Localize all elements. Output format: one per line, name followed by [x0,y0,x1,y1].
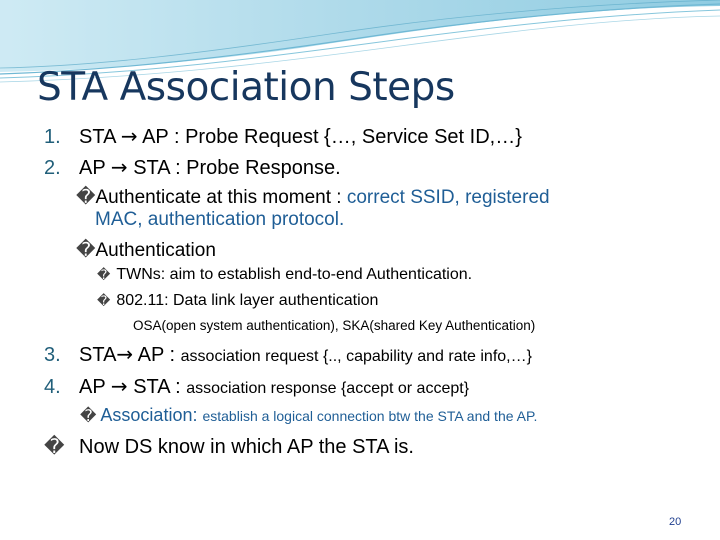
step-3-mid: AP : [133,344,181,366]
step-3-text: association request {.., capability and rate info,…} [180,348,532,365]
square-bullet-icon: � [97,268,111,283]
square-bullet-icon: � [44,434,65,458]
arrow-right-icon: → [110,374,128,398]
step-1-text: AP : Probe Request {…, Service Set ID,…} [137,126,522,148]
step-4-lead: AP [79,376,111,398]
step-2-subpoint-authenticate-cont [95,209,344,231]
final-point [44,435,414,459]
subpoint-text: Authenticate at this moment : [95,187,347,208]
step-3-lead: STA [79,344,117,366]
page-number: 20 [669,516,682,528]
arrow-right-icon: → [110,155,128,179]
step-2-subpoint-authenticate [76,187,550,209]
slide-title: STA Association Steps [37,65,455,110]
step-2 [44,156,341,180]
subpoint-highlight: correct SSID, registered [346,187,550,208]
step-2-lead: AP [79,157,111,179]
step-2-text: STA : Probe Response. [127,157,341,179]
list-item-text: TWNs: aim to establish end-to-end Authentication. [116,266,473,283]
step-3-number: 3. [44,344,61,366]
list-item-text: 802.11: Data link layer authentication [116,292,379,309]
square-bullet-icon: � [76,186,96,208]
step-1-lead: STA [79,126,121,148]
square-bullet-icon: � [80,406,97,425]
step-4-mid: STA : [127,376,187,398]
list-item [97,292,378,310]
subpoint-heading: Authentication [95,240,216,261]
square-bullet-icon: � [76,239,96,261]
list-item [97,266,472,284]
step-4 [44,375,469,399]
step-2-subpoint-authentication [76,240,216,262]
step-3 [44,343,532,367]
step-2-number: 2. [44,157,61,179]
step-4-text: association response {accept or accept} [186,380,470,397]
final-point-text: Now DS know in which AP the STA is. [79,436,414,458]
arrow-right-icon: → [120,124,138,148]
square-bullet-icon: � [97,294,111,309]
step-2-note: OSA(open system authentication), SKA(shared Key Authentication) [133,318,536,333]
association-term: Association: [96,405,203,425]
subpoint-highlight-cont: MAC, authentication protocol. [95,209,345,230]
step-1 [44,125,522,149]
association-definition: establish a logical connection btw the STA and the AP. [202,408,538,424]
step-4-number: 4. [44,376,61,398]
arrow-right-icon: → [116,342,134,366]
step-1-number: 1. [44,126,61,148]
step-4-subpoint-association [80,405,537,426]
